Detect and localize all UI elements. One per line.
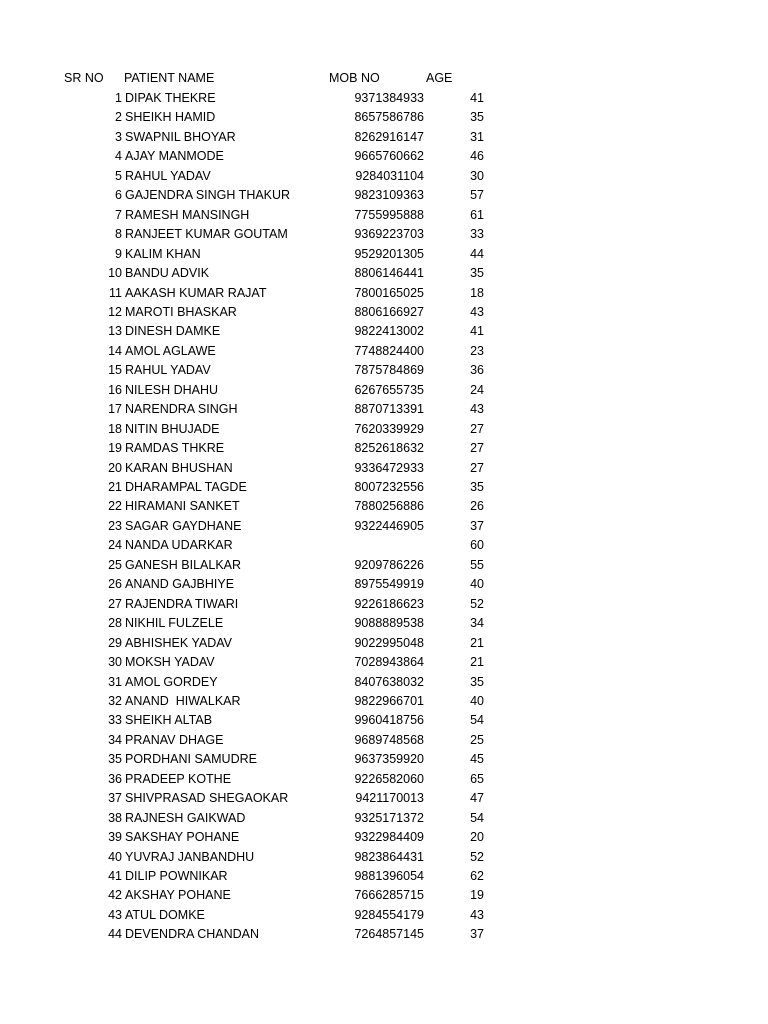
sr-cell: 12 [108, 304, 122, 319]
patient-name-cell: ANAND GAJBHIYE [125, 577, 235, 592]
sr-cell: 10 [108, 266, 122, 281]
table-row [0, 108, 768, 128]
patient-name-cell: RAJNESH GAIKWAD [125, 810, 246, 825]
patient-name-cell: RANJEET KUMAR GOUTAM [125, 227, 288, 242]
sr-cell: 38 [108, 810, 122, 825]
age-cell: 54 [470, 713, 484, 728]
age-cell: 26 [470, 499, 484, 514]
patient-name-cell: AMOL GORDEY [125, 674, 218, 689]
age-cell: 34 [470, 616, 484, 631]
patient-name-cell: NARENDRA SINGH [125, 402, 238, 417]
header-patient-name: PATIENT NAME [124, 71, 215, 85]
mob-no-cell: 7028943864 [354, 655, 424, 670]
sr-cell: 39 [108, 830, 122, 845]
sr-cell: 11 [109, 285, 122, 300]
patient-name-cell: ATUL DOMKE [125, 907, 205, 922]
patient-name-cell: SWAPNIL BHOYAR [125, 129, 236, 144]
mob-no-cell: 7748824400 [354, 343, 424, 358]
mob-no-cell: 8975549919 [354, 577, 424, 592]
sr-cell: 1 [115, 91, 122, 105]
table-row [0, 459, 768, 479]
patient-name-cell: GANESH BILALKAR [125, 557, 242, 572]
patient-name-cell: AJAY MANMODE [125, 149, 224, 164]
table-row [0, 497, 768, 517]
mob-no-cell: 9209786226 [354, 557, 424, 572]
table-row [0, 886, 768, 906]
age-cell: 55 [470, 557, 484, 572]
patient-name-cell: NITIN BHUJADE [125, 421, 220, 436]
patient-name-cell: RAHUL YADAV [125, 363, 211, 378]
sr-cell: 13 [108, 324, 122, 339]
table-row [0, 206, 768, 226]
patient-name-cell: GAJENDRA SINGH THAKUR [125, 188, 291, 203]
age-cell: 31 [470, 129, 484, 144]
mob-no-cell: 9665760662 [354, 149, 424, 164]
age-cell: 46 [470, 149, 484, 164]
age-cell: 44 [470, 246, 484, 261]
sr-cell: 44 [108, 927, 122, 942]
patient-name-cell: SAGAR GAYDHANE [125, 518, 242, 533]
table-row [0, 167, 768, 187]
patient-name-cell: DEVENDRA CHANDAN [125, 927, 260, 942]
table-row [0, 303, 768, 323]
table-row [0, 420, 768, 440]
age-cell: 35 [470, 480, 484, 494]
table-row [0, 789, 768, 809]
mob-no-cell: 8252618632 [354, 441, 424, 456]
mob-no-cell: 9336472933 [354, 460, 424, 475]
sr-cell: 24 [108, 538, 122, 553]
age-cell: 37 [470, 518, 484, 533]
age-cell: 43 [470, 304, 484, 319]
mob-no-cell: 9226582060 [354, 771, 424, 786]
header-mob-no: MOB NO [329, 71, 380, 85]
patient-name-cell: AAKASH KUMAR RAJAT [125, 285, 267, 300]
sr-cell: 5 [115, 168, 122, 183]
patient-name-cell: PORDHANI SAMUDRE [125, 752, 257, 767]
table-header-row [0, 69, 768, 89]
mob-no-cell: 9325171372 [354, 810, 424, 825]
patient-name-cell: PRADEEP KOTHE [125, 771, 232, 786]
patient-name-cell: DHARAMPAL TAGDE [125, 480, 247, 494]
patient-name-cell: MAROTI BHASKAR [125, 304, 237, 319]
sr-cell: 26 [108, 577, 122, 592]
table-row [0, 264, 768, 284]
mob-no-cell: 8806166927 [354, 304, 424, 319]
sr-cell: 27 [108, 596, 122, 611]
table-row [0, 284, 768, 304]
sr-cell: 23 [108, 518, 122, 533]
sr-cell: 16 [108, 382, 122, 397]
age-cell: 40 [470, 693, 484, 708]
table-row [0, 245, 768, 265]
mob-no-cell: 9822966701 [354, 693, 424, 708]
table-row [0, 381, 768, 401]
mob-no-cell: 8262916147 [354, 129, 424, 144]
table-row [0, 225, 768, 245]
patient-name-cell: ABHISHEK YADAV [125, 635, 232, 650]
table-row [0, 478, 768, 498]
header-sr-no: SR NO [64, 71, 104, 85]
age-cell: 62 [470, 869, 484, 883]
table-row [0, 770, 768, 790]
mob-no-cell: 6267655735 [354, 382, 424, 397]
mob-no-cell: 7264857145 [354, 927, 424, 942]
table-row [0, 147, 768, 167]
sr-cell: 29 [108, 635, 122, 650]
sr-cell: 21 [108, 480, 122, 494]
mob-no-cell: 8407638032 [354, 674, 424, 689]
mob-no-cell: 9823109363 [354, 188, 424, 203]
age-cell: 35 [470, 110, 484, 125]
age-cell: 20 [470, 830, 484, 845]
patient-name-cell: YUVRAJ JANBANDHU [125, 849, 255, 864]
sr-cell: 34 [108, 732, 122, 747]
table-row [0, 595, 768, 615]
age-cell: 27 [470, 421, 484, 436]
sr-cell: 28 [108, 616, 122, 631]
patient-name-cell: DIPAK THEKRE [125, 91, 216, 105]
mob-no-cell: 9371384933 [354, 91, 424, 105]
table-row [0, 361, 768, 381]
sr-cell: 7 [115, 207, 122, 222]
age-cell: 52 [470, 849, 484, 864]
sr-cell: 14 [108, 343, 122, 358]
mob-no-cell: 9881396054 [354, 869, 424, 883]
table-row [0, 536, 768, 556]
patient-name-cell: RAMDAS THKRE [125, 441, 225, 456]
mob-no-cell: 9022995048 [354, 635, 424, 650]
patient-name-cell: DILIP POWNIKAR [125, 869, 228, 883]
table-row [0, 711, 768, 731]
table-row [0, 322, 768, 342]
sr-cell: 18 [108, 421, 122, 436]
mob-no-cell: 9088889538 [354, 616, 424, 631]
sr-cell: 41 [108, 869, 122, 883]
age-cell: 57 [470, 188, 484, 203]
sr-cell: 9 [115, 246, 122, 261]
age-cell: 23 [470, 343, 484, 358]
table-row [0, 634, 768, 654]
patient-name-cell: NILESH DHAHU [125, 382, 219, 397]
patient-name-cell: ANAND HIWALKAR [125, 693, 241, 708]
mob-no-cell: 8870713391 [354, 402, 424, 417]
sr-cell: 17 [108, 402, 122, 417]
patient-name-cell: SHIVPRASAD SHEGAOKAR [125, 791, 289, 806]
sr-cell: 37 [108, 791, 122, 806]
table-row [0, 692, 768, 712]
age-cell: 21 [470, 655, 484, 670]
sr-cell: 20 [108, 460, 122, 475]
patient-name-cell: PRANAV DHAGE [125, 732, 224, 747]
age-cell: 27 [470, 460, 484, 475]
mob-no-cell: 7666285715 [354, 888, 424, 903]
patient-name-cell: RAJENDRA TIWARI [125, 596, 239, 611]
age-cell: 41 [470, 91, 484, 105]
table-row [0, 400, 768, 420]
mob-no-cell: 9529201305 [354, 246, 424, 261]
age-cell: 40 [470, 577, 484, 592]
age-cell: 27 [470, 441, 484, 456]
patient-name-cell: KARAN BHUSHAN [125, 460, 233, 475]
table-row [0, 731, 768, 751]
mob-no-cell: 9822413002 [354, 324, 424, 339]
table-row [0, 673, 768, 693]
mob-no-cell: 9284554179 [354, 907, 424, 922]
table-row [0, 128, 768, 148]
patient-name-cell: NANDA UDARKAR [125, 538, 233, 553]
sr-cell: 22 [108, 499, 122, 514]
mob-no-cell: 9637359920 [354, 752, 424, 767]
patient-name-cell: MOKSH YADAV [125, 655, 215, 670]
sr-cell: 43 [108, 907, 122, 922]
table-row [0, 517, 768, 537]
age-cell: 45 [470, 752, 484, 767]
sr-cell: 42 [108, 888, 122, 903]
sr-cell: 2 [115, 110, 122, 125]
patient-name-cell: BANDU ADVIK [125, 266, 210, 281]
table-row [0, 342, 768, 362]
mob-no-cell: 7755995888 [354, 207, 424, 222]
mob-no-cell: 9689748568 [354, 732, 424, 747]
table-row [0, 439, 768, 459]
sr-cell: 19 [108, 441, 122, 456]
sr-cell: 35 [108, 752, 122, 767]
sr-cell: 8 [115, 227, 122, 242]
mob-no-cell: 9421170013 [355, 791, 424, 806]
patient-name-cell: AMOL AGLAWE [125, 343, 216, 358]
age-cell: 43 [470, 907, 484, 922]
table-row [0, 186, 768, 206]
age-cell: 52 [470, 596, 484, 611]
mob-no-cell: 8007232556 [354, 480, 424, 494]
age-cell: 47 [470, 791, 484, 806]
age-cell: 19 [470, 888, 484, 903]
mob-no-cell: 9823864431 [354, 849, 424, 864]
table-row [0, 556, 768, 576]
mob-no-cell: 8657586786 [354, 110, 424, 125]
patient-name-cell: AKSHAY POHANE [125, 888, 231, 903]
sr-cell: 4 [115, 149, 122, 164]
sr-cell: 40 [108, 849, 122, 864]
table-row [0, 89, 768, 109]
patient-name-cell: DINESH DAMKE [125, 324, 221, 339]
age-cell: 35 [470, 266, 484, 281]
sr-cell: 33 [108, 713, 122, 728]
mob-no-cell: 9226186623 [354, 596, 424, 611]
sr-cell: 32 [108, 693, 122, 708]
mob-no-cell: 7880256886 [354, 499, 424, 514]
age-cell: 36 [470, 363, 484, 378]
mob-no-cell: 7620339929 [354, 421, 424, 436]
patient-name-cell: KALIM KHAN [125, 246, 201, 261]
patient-name-cell: NIKHIL FULZELE [125, 616, 224, 631]
age-cell: 65 [470, 771, 484, 786]
mob-no-cell: 7800165025 [354, 285, 424, 300]
patient-name-cell: SAKSHAY POHANE [125, 830, 240, 845]
sr-cell: 25 [108, 557, 122, 572]
mob-no-cell: 9960418756 [354, 713, 424, 728]
age-cell: 33 [470, 227, 484, 242]
age-cell: 21 [470, 635, 484, 650]
patient-name-cell: SHEIKH HAMID [125, 110, 216, 125]
table-row [0, 867, 768, 887]
age-cell: 54 [470, 810, 484, 825]
table-row [0, 750, 768, 770]
mob-no-cell: 9322446905 [354, 518, 424, 533]
table-row [0, 848, 768, 868]
table-row [0, 614, 768, 634]
age-cell: 41 [470, 324, 484, 339]
sr-cell: 31 [108, 674, 122, 689]
age-cell: 24 [470, 382, 484, 397]
table-row [0, 575, 768, 595]
age-cell: 61 [470, 207, 484, 222]
table-row [0, 809, 768, 829]
patient-name-cell: RAHUL YADAV [125, 168, 211, 183]
age-cell: 18 [470, 285, 484, 300]
table-row [0, 828, 768, 848]
age-cell: 35 [470, 674, 484, 689]
mob-no-cell: 9322984409 [354, 830, 424, 845]
sr-cell: 3 [115, 129, 122, 144]
patient-name-cell: HIRAMANI SANKET [125, 499, 240, 514]
table-row [0, 906, 768, 926]
mob-no-cell: 9284031104 [355, 168, 424, 183]
mob-no-cell: 9369223703 [354, 227, 424, 242]
patient-name-cell: RAMESH MANSINGH [125, 207, 250, 222]
age-cell: 43 [470, 402, 484, 417]
sr-cell: 30 [108, 655, 122, 670]
sr-cell: 15 [108, 363, 122, 378]
mob-no-cell: 8806146441 [354, 266, 424, 281]
age-cell: 60 [470, 538, 484, 553]
age-cell: 25 [470, 732, 484, 747]
age-cell: 30 [470, 168, 484, 183]
header-age: AGE [426, 71, 453, 85]
table-row [0, 925, 768, 945]
sr-cell: 36 [108, 771, 122, 786]
mob-no-cell: 7875784869 [354, 363, 424, 378]
sr-cell: 6 [115, 188, 122, 203]
age-cell: 37 [470, 927, 484, 942]
patient-name-cell: SHEIKH ALTAB [125, 713, 213, 728]
table-row [0, 653, 768, 673]
